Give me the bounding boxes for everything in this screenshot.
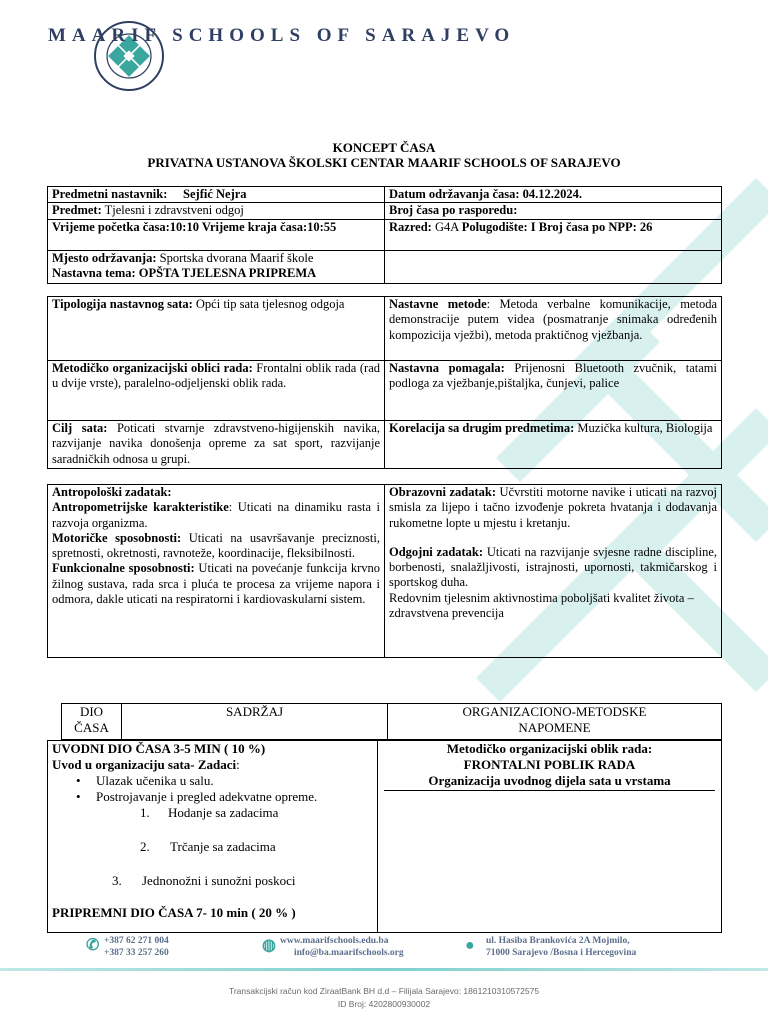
email-link[interactable]: info@ba.maarifschools.org (294, 947, 404, 958)
plan-content-cell: UVODNI DIO ČASA 3-5 MIN ( 10 %) Uvod u organizaciju sata- Zadaci: • Ulazak učenika u salu. • Postrojavanje i pregled adekvatne opreme. 1. Hodanje sa zadacima 2. Trčanje sa zadacima 3. Jednonožni i sunožni poskoci PRIPREMNI DIO ČASA 7- 10 min ( 20 % ) (48, 741, 378, 933)
numbered-item: 1. Hodanje sa zadacima (140, 805, 279, 821)
numbered-item: 3. Jednonožni i sunožni poskoci (112, 873, 296, 889)
preparatory-part-title: PRIPREMNI DIO ČASA 7- 10 min ( 20 % ) (52, 905, 296, 921)
bank-account: Transakcijski račun kod ZiraatBank BH d.d – Filijala Sarajevo: 1861210310572575 (228, 986, 540, 996)
teacher-name: Sejfić Nejra (183, 187, 247, 201)
plan-header-table (61, 703, 722, 740)
lesson-plan-table (47, 740, 722, 933)
bullet-item: • Ulazak učenika u salu. (76, 772, 214, 788)
subject-cell: Predmet: Tjelesni i zdravstveni odgoj (48, 203, 385, 219)
notes-header: ORGANIZACIONO-METODSKE NAPOMENE (388, 704, 722, 740)
bullet-item: • Postrojavanje i pregled adekvatne opreme. (76, 788, 318, 804)
tasks-table (47, 484, 722, 658)
plan-notes-cell: Metodičko organizacijski oblik rada: FRONTALNI POBLIK RADA Organizacija uvodnog dijela sata u vrstama (378, 741, 722, 933)
class-number-cell: Broj časa po rasporedu: (385, 203, 722, 219)
teaching-aids-cell: Nastavna pomagala: Prijenosni Bluetooth zvučnik, tatami podloga za vježbanje,pištaljka, čunjevi, palice (385, 361, 722, 421)
address-line-1: ul. Hasiba Brankovića 2A Mojmilo, (486, 936, 630, 946)
address-line-2: 71000 Sarajevo /Bosna i Hercegovina (486, 947, 637, 958)
phone-1: +387 62 271 004 (104, 936, 169, 946)
teaching-methods-cell: Nastavne metode: Metoda verbalne komunikacije, metoda demonstracije putem videa (posmatranje snimaka određenih kompozicija vježbi), metoda praktičnog vježbanja. (385, 297, 722, 361)
typology-cell: Tipologija nastavnog sata: Opći tip sata tjelesnog odgoja (48, 297, 385, 361)
grade-cell: Razred: G4A Polugodište: I Broj časa po NPP: 26 (385, 219, 722, 250)
time-cell: Vrijeme početka časa:10:10 Vrijeme kraja časa:10:55 (48, 219, 385, 250)
id-number: ID Broj: 4202800930002 (337, 999, 431, 1009)
educational-task-cell: Obrazovni zadatak: Učvrstiti motorne navike i uticati na razvoj smisla za lijepo i tačno izvođenje pokreta hvatanja i dodavanja rukometne lopte u mjestu i kretanju. Odgojni zadatak: Uticati na razvijanje svjesne radne discipline, borbenosti, snalažljivosti, istrajnosti, upornosti, takmičarskog i sportskog duha. Redovnim tjelesnim aktivnostima poboljšati kvalitet života – zdravstvena prevencija (385, 485, 722, 658)
empty-cell (385, 250, 722, 283)
lesson-info-table (47, 186, 722, 284)
phone-icon: ✆ (86, 937, 100, 954)
part-header: DIO ČASA (62, 704, 122, 740)
page-footer (0, 932, 768, 972)
date-cell: Datum održavanja časa: 04.12.2024. (385, 187, 722, 203)
footer-divider (0, 968, 768, 971)
numbered-item: 2. Trčanje sa zadacima (140, 839, 276, 855)
intro-org-label: Uvod u organizaciju sata- Zadaci (52, 756, 237, 772)
institution-title: PRIVATNA USTANOVA ŠKOLSKI CENTAR MAARIF SCHOOLS OF SARAJEVO (147, 155, 621, 170)
website-link[interactable]: www.maarifschools.edu.ba (280, 936, 389, 946)
location-pin-icon: ● (465, 937, 475, 954)
work-forms-cell: Metodičko organizacijski oblici rada: Frontalni oblik rada (rad u dvije vrste), paralelno-odjeljenski oblik rada. (48, 361, 385, 421)
goal-cell: Cilj sata: Poticati stvarnje zdravstveno-higijenskih navika, razvijanje navika donošenja opreme za sat sport, razvijanje saradničkih odnosa u grupi. (48, 421, 385, 469)
anthropological-task-cell: Antropološki zadatak: Antropometrijske karakteristike: Uticati na dinamiku rasta i razvoja organizma. Motoričke sposobnosti: Uticati na usavršavanje preciznosti, spretnosti, okretnosti, ravnoteže, koordinacije, fleksibilnosti. Funkcionalne sposobnosti: Uticati na povećanje funkcija krvno žilnog sustava, rada srca i pluća te procesa za vrijeme napora i odmora, dakle uticati na respiratorni i kardiovaskularni sistem. (48, 485, 385, 658)
document-title: KONCEPT ČASA (332, 140, 436, 155)
correlation-cell: Korelacija sa drugim predmetima: Muzička kultura, Biologija (385, 421, 722, 469)
globe-icon: ◍ (262, 937, 276, 954)
phone-2: +387 33 257 260 (104, 947, 169, 958)
methods-table (47, 296, 722, 469)
school-name-header: MAARIF SCHOOLS OF SARAJEVO (48, 25, 516, 46)
teacher-cell: Predmetni nastavnik: Sejfić Nejra (48, 187, 385, 203)
place-topic-cell: Mjesto održavanja: Sportska dvorana Maarif škole Nastavna tema: OPŠTA TJELESNA PRIPREMA (48, 250, 385, 283)
intro-part-title: UVODNI DIO ČASA 3-5 MIN ( 10 %) (52, 741, 266, 756)
content-header: SADRŽAJ (122, 704, 388, 740)
